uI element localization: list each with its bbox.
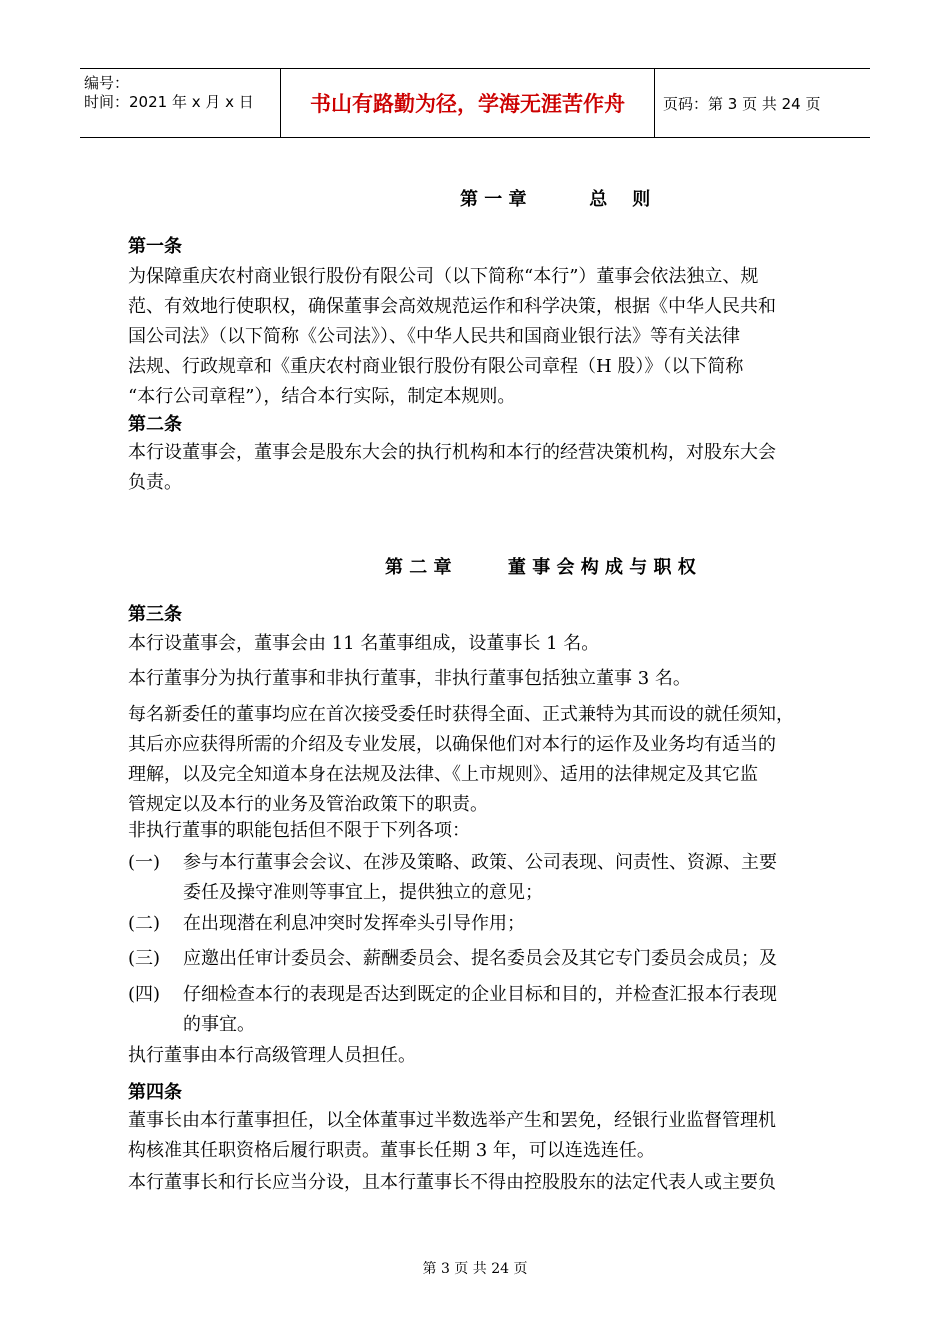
article-4-para-2: 本行董事长和行长应当分设，且本行董事长不得由控股股东的法定代表人或主要负 [128, 1172, 776, 1193]
page-header [80, 68, 870, 138]
text-line: 构核准其任职资格后履行职责。董事长任期 3 年，可以连选连任。 [128, 1140, 655, 1161]
article-2-title: 第二条 [128, 414, 182, 435]
article-3-para-5: 执行董事由本行高级管理人员担任。 [128, 1045, 416, 1066]
list-item-number: (四) [128, 984, 161, 1005]
text-line: “本行公司章程”），结合本行实际，制定本规则。 [128, 386, 516, 407]
article-1-body [128, 262, 828, 412]
number-label: 编号： [84, 74, 130, 92]
text-line: 每名新委任的董事均应在首次接受委任时获得全面、正式兼特为其而设的就任须知， [128, 704, 794, 725]
text-line: 在出现潜在利息冲突时发挥牵头引导作用； [183, 913, 525, 934]
article-3-para-3 [128, 700, 828, 820]
text-line: 委任及操守准则等事宜上，提供独立的意见； [183, 882, 543, 903]
text-line: 本行设董事会，董事会是股东大会的执行机构和本行的经营决策机构，对股东大会 [128, 442, 776, 463]
article-4-para-1 [128, 1106, 828, 1166]
text-line: 负责。 [128, 472, 182, 493]
article-3-para-1: 本行设董事会，董事会由 11 名董事组成，设董事长 1 名。 [128, 633, 600, 654]
text-line: 范、有效地行使职权，确保董事会高效规范运作和科学决策，根据《中华人民共和 [128, 296, 776, 317]
list-item-number: (一) [128, 852, 161, 873]
text-line: 其后亦应获得所需的介绍及专业发展，以确保他们对本行的运作及业务均有适当的 [128, 734, 776, 755]
text-line: 管规定以及本行的业务及管治政策下的职责。 [128, 794, 488, 815]
header-meta [80, 69, 280, 137]
list-item-number: (二) [128, 913, 161, 934]
text-line: 理解，以及完全知道本身在法规及法律、《上市规则》、适用的法律规定及其它监 [128, 764, 758, 785]
text-line: 参与本行董事会会议、在涉及策略、政策、公司表现、问责性、资源、主要 [183, 852, 777, 873]
text-line: 为保障重庆农村商业银行股份有限公司（以下简称“本行”）董事会依法独立、规 [128, 266, 759, 287]
article-1-title: 第一条 [128, 236, 182, 257]
article-2-body [128, 438, 828, 498]
text-line: 国公司法》（以下简称《公司法》）、《中华人民共和国商业银行法》等有关法律 [128, 326, 740, 347]
text-line: 应邀出任审计委员会、薪酬委员会、提名委员会及其它专门委员会成员；及 [183, 948, 777, 969]
text-line: 仔细检查本行的表现是否达到既定的企业目标和目的，并检查汇报本行表现 [183, 984, 777, 1005]
list-item-number: (三) [128, 948, 161, 969]
text-line: 董事长由本行董事担任，以全体董事过半数选举产生和罢免，经银行业监督管理机 [128, 1110, 776, 1131]
chapter-2-title: 第 二 章 董 事 会 构 成 与 职 权 [385, 557, 696, 578]
header-motto: 书山有路勤为径，学海无涯苦作舟 [280, 69, 655, 137]
article-3-para-4: 非执行董事的职能包括但不限于下列各项： [128, 820, 470, 841]
article-3-para-2: 本行董事分为执行董事和非执行董事，非执行董事包括独立董事 3 名。 [128, 668, 691, 689]
header-page-info: 页码：第 3 页 共 24 页 [663, 94, 821, 113]
article-3-title: 第三条 [128, 604, 182, 625]
page-footer: 第 3 页 共 24 页 [422, 1261, 528, 1277]
article-4-title: 第四条 [128, 1082, 182, 1103]
time-label: 时间：2021 年 x 月 x 日 [84, 93, 254, 111]
text-line: 法规、行政规章和《重庆农村商业银行股份有限公司章程（H 股）》（以下简称 [128, 356, 744, 377]
text-line: 的事宜。 [183, 1014, 255, 1035]
chapter-1-title: 第 一 章 总 则 [460, 189, 651, 210]
